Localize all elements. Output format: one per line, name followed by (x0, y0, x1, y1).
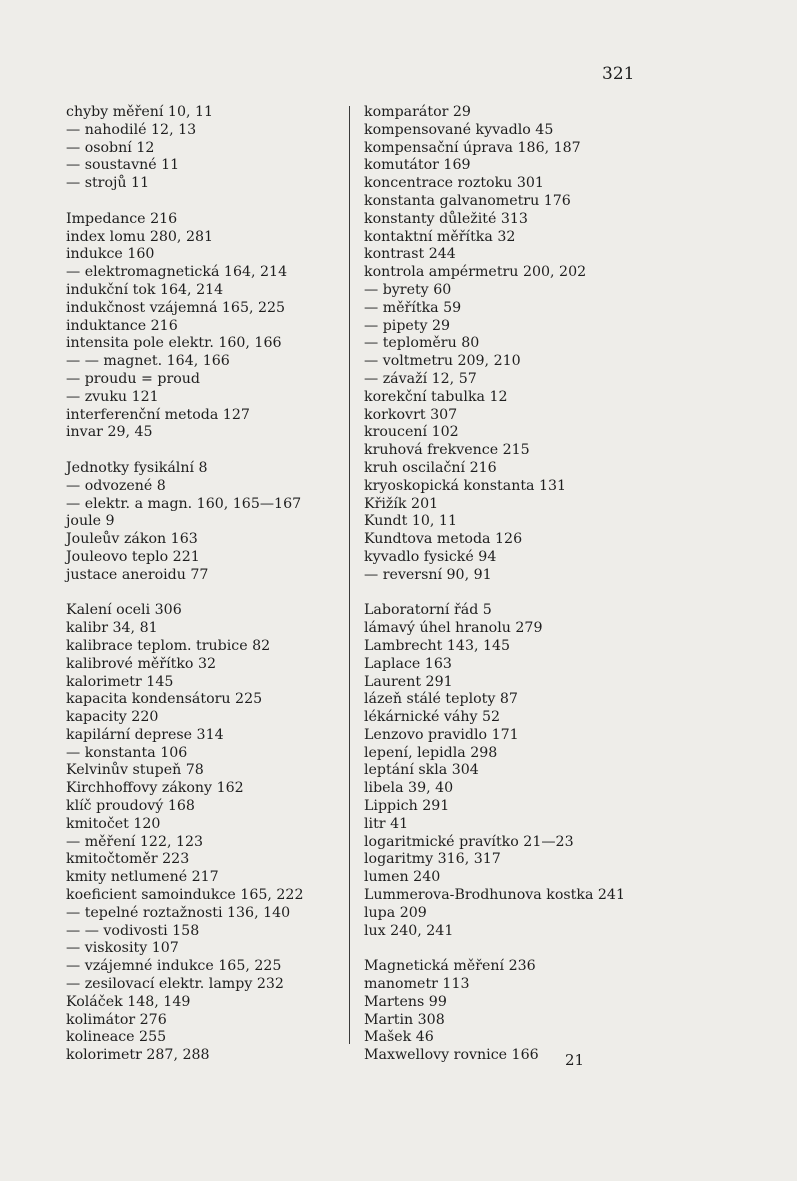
index-entry: — konstanta 106 (66, 744, 188, 761)
index-entry: indukce 160 (66, 246, 155, 263)
index-entry: indukční tok 164, 214 (66, 281, 224, 298)
index-entry: — měřítka 59 (364, 299, 462, 316)
index-entry: Lummerova-Brodhunova kostka 241 (364, 887, 625, 904)
index-entry: — osobní 12 (66, 139, 155, 156)
index-entry: induktance 216 (66, 317, 178, 334)
section-gap (66, 585, 336, 603)
index-entry: Laurent 291 (364, 673, 453, 690)
signature-mark: 21 (565, 1051, 585, 1069)
column-divider (349, 106, 350, 1044)
index-entry: Lippich 291 (364, 798, 450, 815)
index-entry: Křižík 201 (364, 495, 439, 512)
index-entry: lepení, lepidla 298 (364, 744, 498, 761)
index-entry: Lenzovo pravidlo 171 (364, 726, 519, 743)
index-entry: Kelvinův stupeň 78 (66, 762, 204, 779)
index-entry: — viskosity 107 (66, 940, 179, 957)
index-entry: — teploměru 80 (364, 335, 480, 352)
index-entry: kalibr 34, 81 (66, 620, 158, 637)
index-entry: konstanty důležité 313 (364, 210, 528, 227)
index-entry: Impedance 216 (66, 210, 178, 227)
index-entry: kapacita kondensátoru 225 (66, 691, 263, 708)
index-entry: lámavý úhel hranolu 279 (364, 620, 543, 637)
index-entry: komutátor 169 (364, 157, 471, 174)
index-entry: justace aneroidu 77 (66, 566, 209, 583)
index-entry: — elektr. a magn. 160, 165—167 (66, 495, 302, 512)
index-entry: — byrety 60 (364, 281, 452, 298)
index-entry: lumen 240 (364, 869, 441, 886)
index-entry: kalibrace teplom. trubice 82 (66, 637, 271, 654)
index-entry: joule 9 (66, 513, 115, 530)
index-entry: — soustavné 11 (66, 157, 180, 174)
index-entry: kyvadlo fysické 94 (364, 548, 497, 565)
index-entry: kmitočtoměr 223 (66, 851, 190, 868)
index-entry: — zesilovací elektr. lampy 232 (66, 976, 284, 993)
index-entry: indukčnost vzájemná 165, 225 (66, 299, 286, 316)
index-entry: korkovrt 307 (364, 406, 458, 423)
index-entry: konstanta galvanometru 176 (364, 192, 571, 209)
index-column-left (66, 104, 336, 1065)
index-entry: invar 29, 45 (66, 424, 153, 441)
index-entry: — vzájemné indukce 165, 225 (66, 958, 282, 975)
index-entry: Magnetická měření 236 (364, 958, 536, 975)
index-entry: klíč proudový 168 (66, 798, 195, 815)
index-entry: Kundtova metoda 126 (364, 531, 523, 548)
index-entry: lupa 209 (364, 904, 427, 921)
index-entry: intensita pole elektr. 160, 166 (66, 335, 282, 352)
index-entry: manometr 113 (364, 976, 470, 993)
index-entry: kompensační úprava 186, 187 (364, 139, 581, 156)
index-entry: Koláček 148, 149 (66, 993, 191, 1010)
index-entry: — pipety 29 (364, 317, 451, 334)
index-entry: Jouleovo teplo 221 (66, 548, 200, 565)
index-entry: index lomu 280, 281 (66, 228, 214, 245)
index-entry: kolorimetr 287, 288 (66, 1047, 210, 1064)
page-number: 321 (602, 64, 635, 84)
section-gap (364, 940, 654, 958)
index-entry: Laboratorní řád 5 (364, 602, 492, 619)
index-entry: — tepelné roztažnosti 136, 140 (66, 904, 291, 921)
index-entry: Jouleův zákon 163 (66, 531, 198, 548)
index-entry: Martens 99 (364, 993, 447, 1010)
index-entry: Martin 308 (364, 1011, 445, 1028)
index-entry: Lambrecht 143, 145 (364, 637, 511, 654)
index-entry: leptání skla 304 (364, 762, 479, 779)
index-entry: Laplace 163 (364, 655, 452, 672)
index-entry: Kalení oceli 306 (66, 602, 182, 619)
index-entry: kontaktní měřítka 32 (364, 228, 516, 245)
index-entry: kolimátor 276 (66, 1011, 167, 1028)
index-entry: libela 39, 40 (364, 780, 454, 797)
index-entry: kontrast 244 (364, 246, 456, 263)
index-entry: kruh oscilační 216 (364, 459, 497, 476)
index-entry: korekční tabulka 12 (364, 388, 508, 405)
section-gap (66, 442, 336, 460)
index-entry: kontrola ampérmetru 200, 202 (364, 264, 587, 281)
section-gap (364, 585, 654, 603)
index-entry: kmitočet 120 (66, 815, 161, 832)
index-entry: Maxwellovy rovnice 166 (364, 1047, 539, 1064)
index-entry: kroucení 102 (364, 424, 459, 441)
index-entry: logaritmy 316, 317 (364, 851, 501, 868)
index-entry: kmity netlumené 217 (66, 869, 219, 886)
index-entry: chyby měření 10, 11 (66, 104, 214, 120)
index-entry: — voltmetru 209, 210 (364, 353, 521, 370)
index-entry: logaritmické pravítko 21—23 (364, 833, 574, 850)
index-entry: kapacity 220 (66, 709, 159, 726)
index-entry: — — vodivosti 158 (66, 922, 200, 939)
index-entry: lux 240, 241 (364, 922, 454, 939)
index-entry: koncentrace roztoku 301 (364, 175, 544, 192)
index-entry: kolineace 255 (66, 1029, 167, 1046)
index-entry: Kundt 10, 11 (364, 513, 457, 530)
index-entry: kryoskopická konstanta 131 (364, 477, 567, 494)
index-entry: — strojů 11 (66, 175, 150, 192)
index-entry: lékárnické váhy 52 (364, 709, 501, 726)
index-entry: — měření 122, 123 (66, 833, 204, 850)
index-entry: koeficient samoindukce 165, 222 (66, 887, 304, 904)
index-entry: Jednotky fysikální 8 (66, 459, 208, 476)
index-entry: Mašek 46 (364, 1029, 434, 1046)
index-entry: — proudu = proud (66, 370, 200, 387)
index-entry: — závaží 12, 57 (364, 370, 477, 387)
index-column-right (364, 104, 654, 1065)
index-entry: lázeň stálé teploty 87 (364, 691, 518, 708)
index-entry: — nahodilé 12, 13 (66, 121, 197, 138)
index-entry: — — magnet. 164, 166 (66, 353, 230, 370)
index-entry: komparátor 29 (364, 104, 471, 120)
index-entry: Kirchhoffovy zákony 162 (66, 780, 244, 797)
index-entry: — reversní 90, 91 (364, 566, 492, 583)
index-entry: kalorimetr 145 (66, 673, 174, 690)
index-entry: interferenční metoda 127 (66, 406, 250, 423)
index-entry: kompensované kyvadlo 45 (364, 121, 554, 138)
index-entry: kapilární deprese 314 (66, 726, 224, 743)
index-entry: — zvuku 121 (66, 388, 159, 405)
index-entry: — odvozené 8 (66, 477, 166, 494)
section-gap (66, 193, 336, 211)
index-entry: litr 41 (364, 815, 409, 832)
index-entry: — elektromagnetická 164, 214 (66, 264, 288, 281)
index-entry: kruhová frekvence 215 (364, 442, 530, 459)
index-entry: kalibrové měřítko 32 (66, 655, 217, 672)
